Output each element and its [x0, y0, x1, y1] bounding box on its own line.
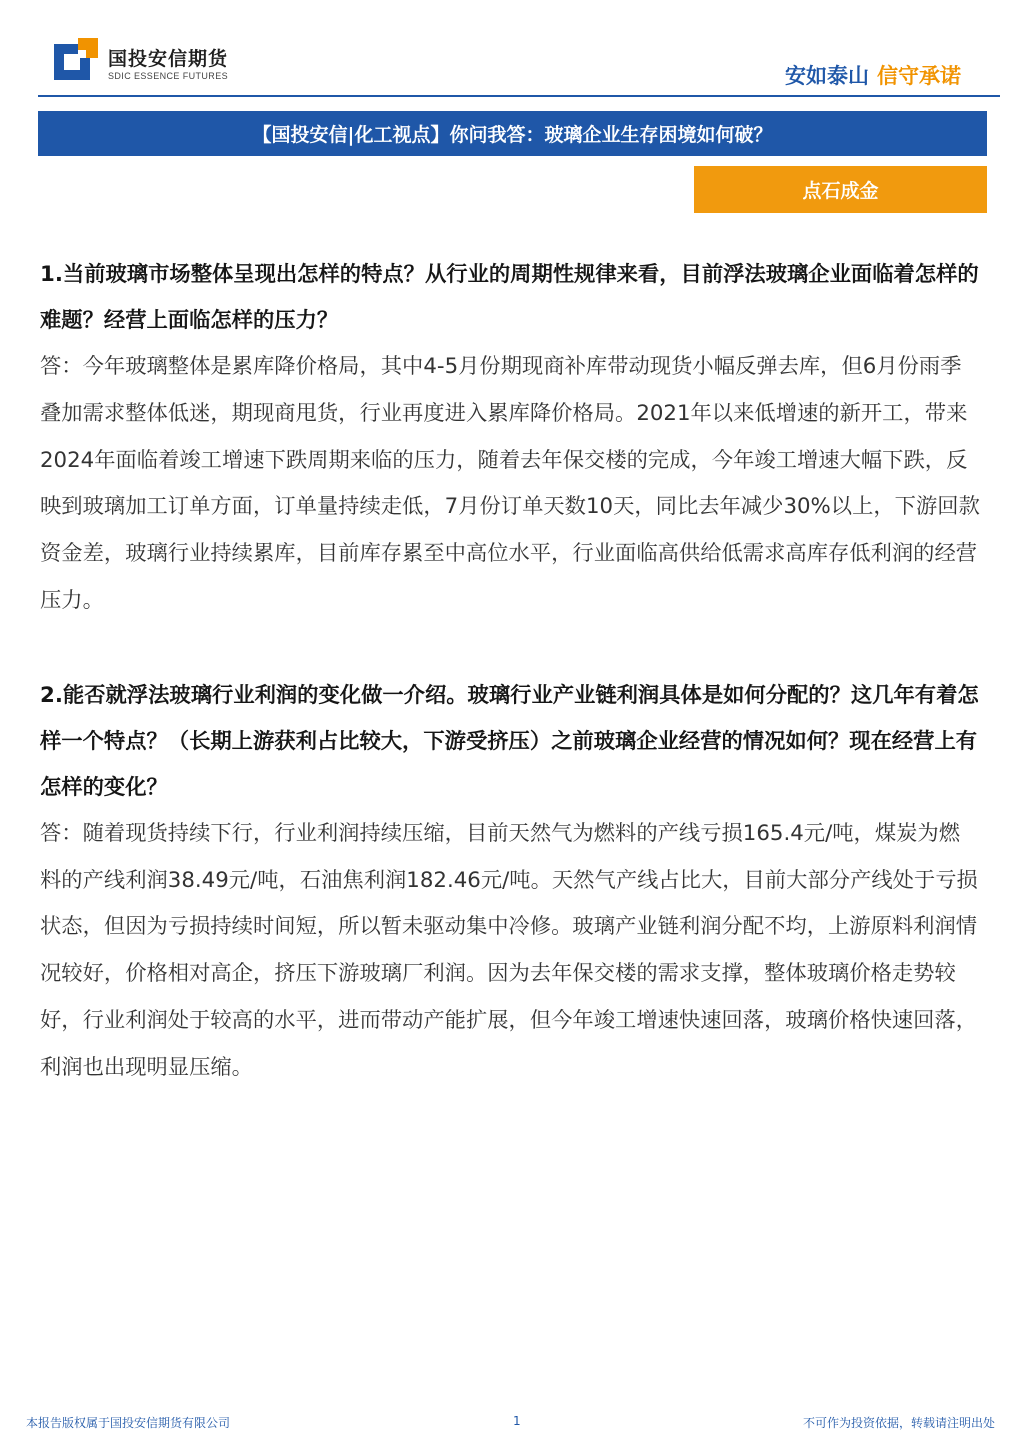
slogan-part-2: 信守承诺 — [877, 64, 961, 88]
page-number: 1 — [513, 1414, 521, 1428]
copyright-notice: 本报告版权属于国投安信期货有限公司 — [26, 1416, 231, 1430]
column-tag: 点石成金 — [694, 166, 987, 213]
company-name-cn: 国投安信期货 — [108, 48, 229, 70]
page-footer — [0, 1414, 1025, 1444]
answer-1: 答：今年玻璃整体是累库降价格局，其中4-5月份期现商补库带动现货小幅反弹去库，但6月份雨季叠加需求整体低迷，期现商甩货，行业再度进入累库降价格局。2021年以来低增速的新开工，带来2024年面临着竣工增速下跌周期来临的压力，随着去年保交楼的完成，今年竣工增速大幅下跌，反映到玻璃加工订单方面，订单量持续走低，7月份订单天数10天，同比去年减少30%以上，下游回款资金差，玻璃行业持续累库，目前库存累至中高位水平，行业面临高供给低需求高库存低利润的经营压力。 — [40, 354, 980, 613]
answer-2: 答：随着现货持续下行，行业利润持续压缩，目前天然气为燃料的产线亏损165.4元/吨，煤炭为燃料的产线利润38.49元/吨，石油焦利润182.46元/吨。天然气产线占比大，目前大部分产线处于亏损状态，但因为亏损持续时间短，所以暂未驱动集中冷修。玻璃产业链利润分配不均，上游原料利润情况较好，价格相对高企，挤压下游玻璃厂利润。因为去年保交楼的需求支撑，整体玻璃价格走势较好，行业利润处于较高的水平，进而带动产能扩展，但今年竣工增速快速回落，玻璃价格快速回落，利润也出现明显压缩。 — [40, 820, 978, 1080]
question-1: 1.当前玻璃市场整体呈现出怎样的特点？从行业的周期性规律来看，目前浮法玻璃企业面临着怎样的难题？经营上面临怎样的压力？ — [40, 262, 979, 333]
disclaimer: 不可作为投资依据，转载请注明出处 — [802, 1416, 995, 1430]
article-body — [40, 252, 980, 1092]
header-divider — [38, 95, 1000, 97]
slogan — [785, 60, 961, 90]
company-logo-icon — [52, 38, 100, 82]
company-name-en: SDIC ESSENCE FUTURES — [108, 71, 229, 81]
article-title: 【国投安信|化工视点】你问我答：玻璃企业生存困境如何破？ — [38, 111, 987, 156]
page-header — [0, 0, 1025, 98]
section-gap — [40, 625, 980, 673]
slogan-part-1: 安如泰山 — [785, 64, 869, 88]
question-2: 2.能否就浮法玻璃行业利润的变化做一介绍。玻璃行业产业链利润具体是如何分配的？这几年有着怎样一个特点？（长期上游获利占比较大，下游受挤压）之前玻璃企业经营的情况如何？现在经营上有怎样的变化？ — [40, 682, 979, 800]
